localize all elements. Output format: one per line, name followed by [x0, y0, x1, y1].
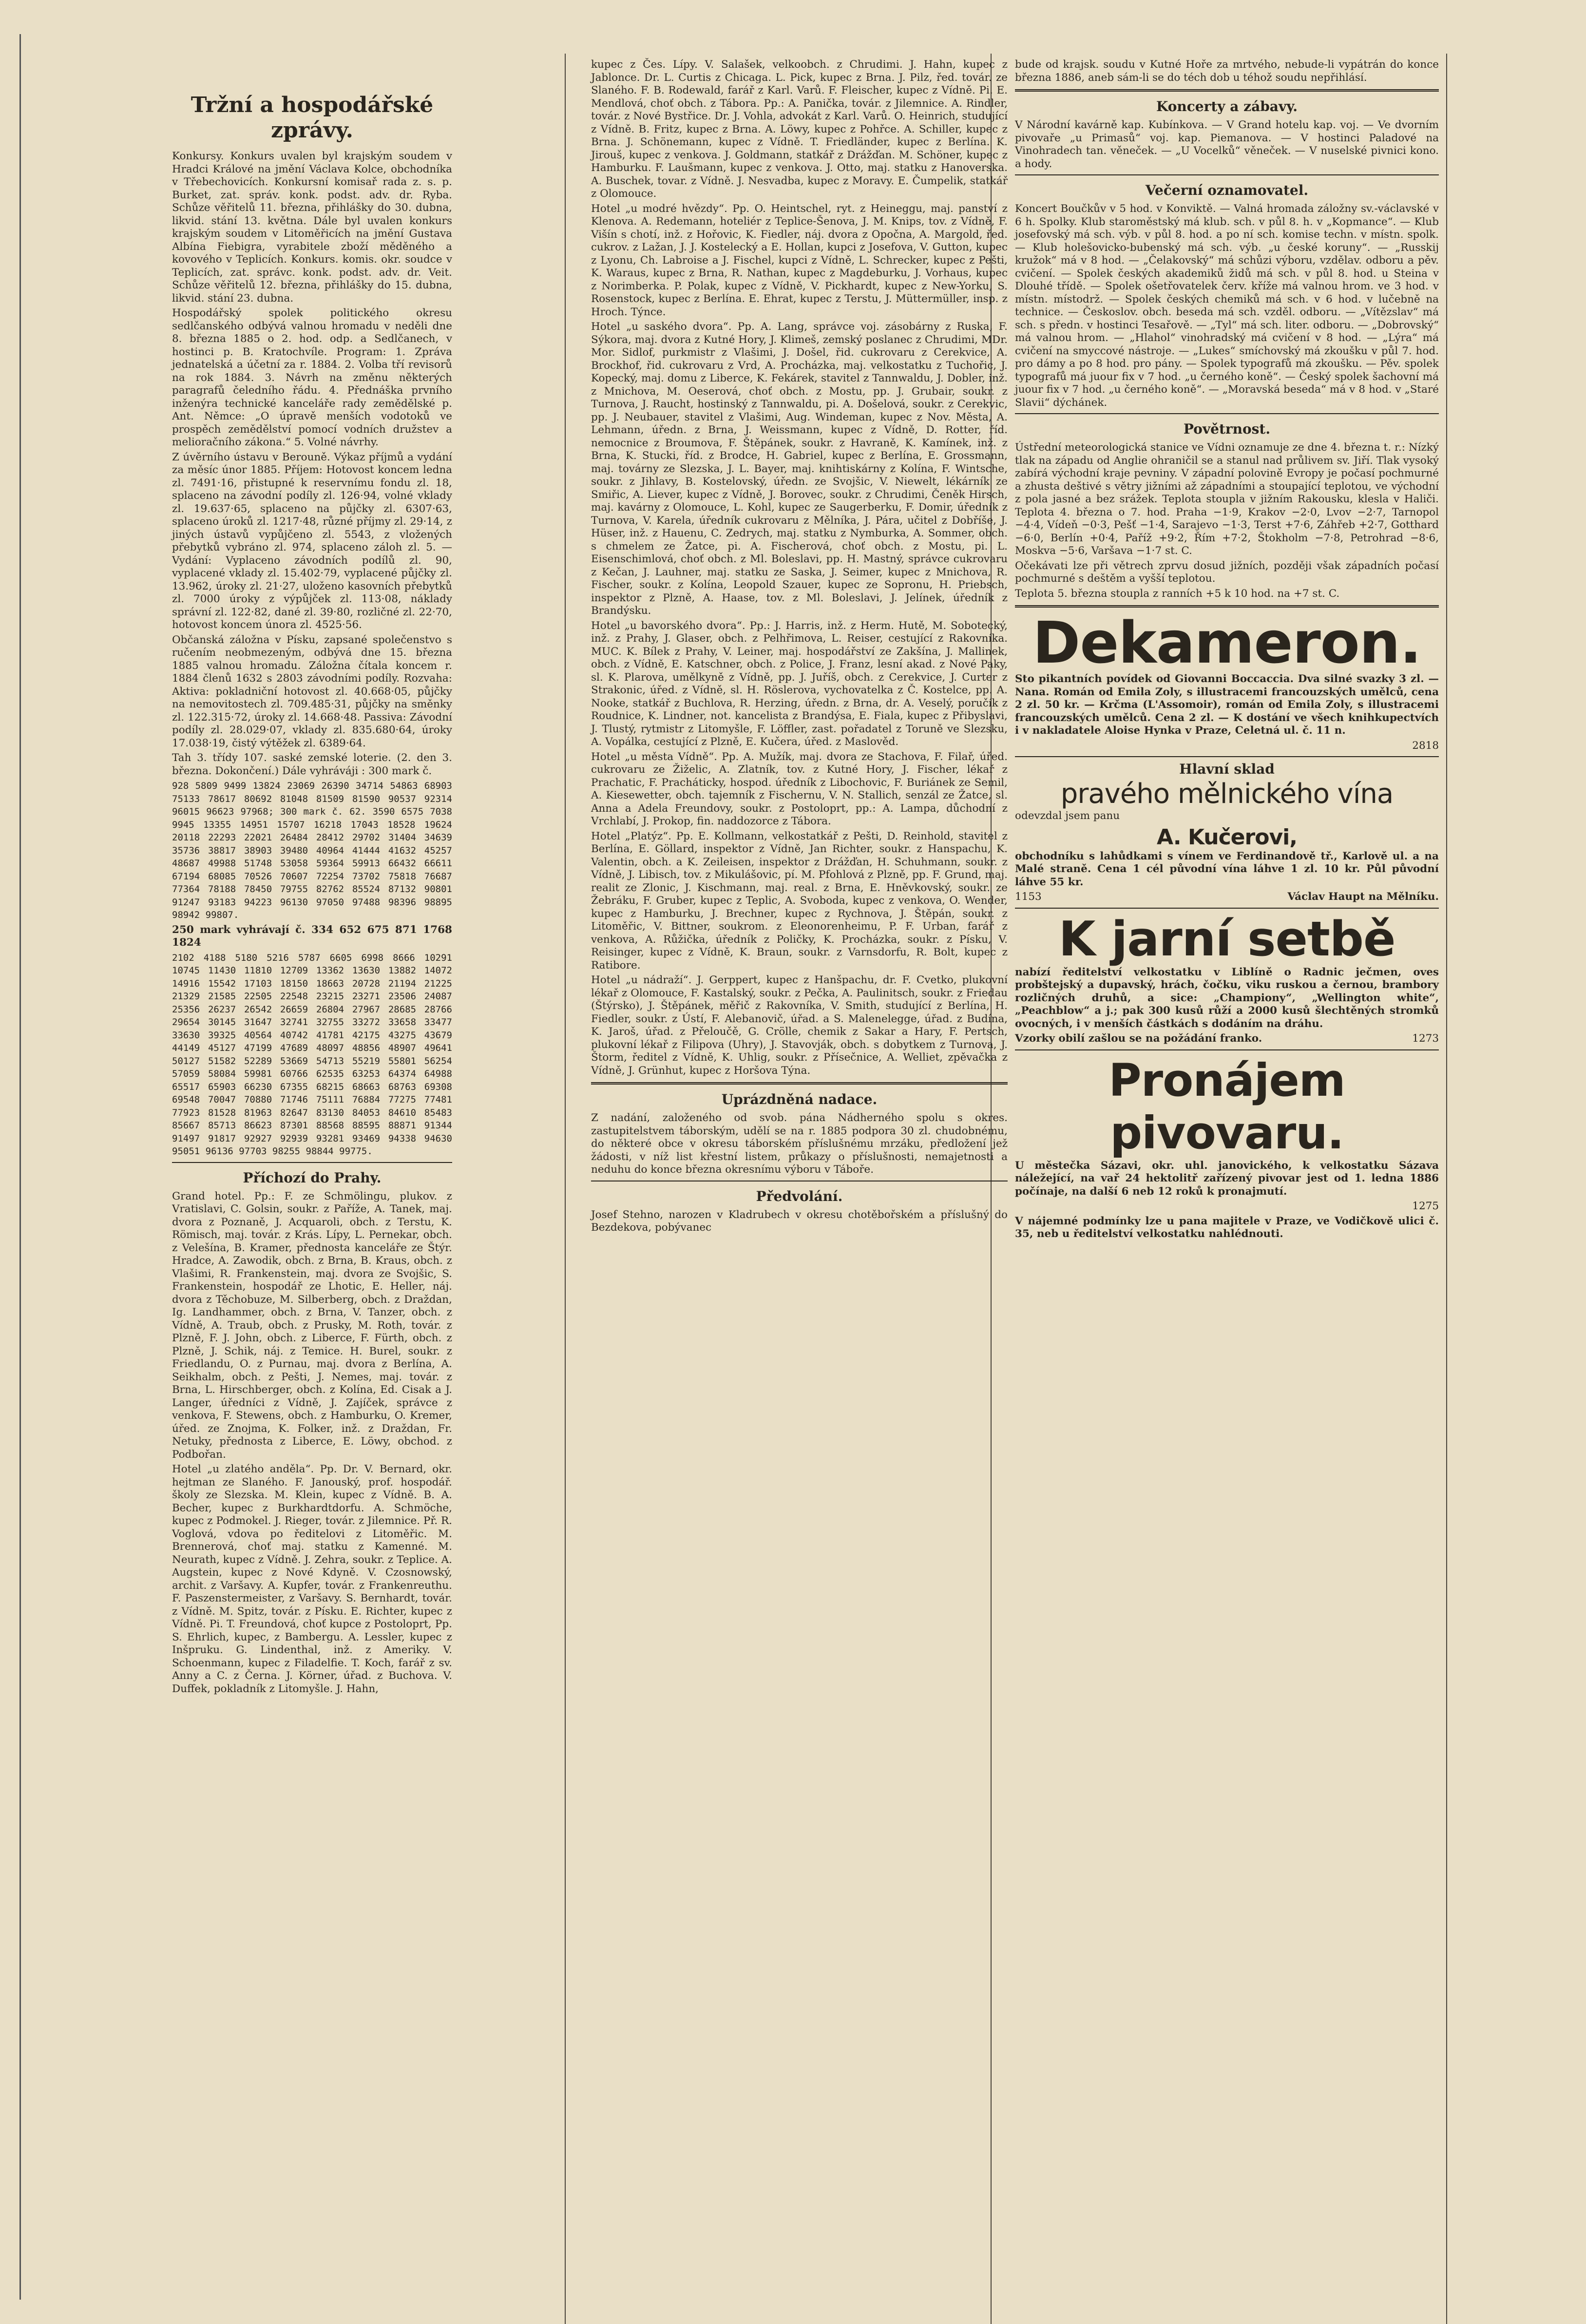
- section-title-arrivals: Příchozí do Prahy.: [243, 1169, 382, 1186]
- article-predvolani: Josef Stehno, narozen v Kladrubech v okresu chotěbořském a příslušný do Bezdekova, pobývanec: [591, 1208, 1008, 1234]
- ad-number: 1153: [1015, 891, 1042, 903]
- ad-pivovar-text: U městečka Sázavi, okr. uhl. janovického, k velkostatku Sázava náležející, na vař 24 hektolitř zařízený pivovar jest od 1. ledna 1886 počínaje, na další 6 neb 12 roků k pronajmutí.: [1015, 1159, 1439, 1198]
- divider: [591, 1082, 1008, 1085]
- divider: [1015, 908, 1439, 909]
- section-title-koncerty: Koncerty a zábavy.: [1156, 98, 1298, 114]
- arrivals-continued: kupec z Čes. Lípy. V. Salašek, velkoobch. z Chrudimi. J. Hahn, kupec z Jablonce. Dr. L. Curtis z Chicaga. L. Pick, kupec z Brna. J. Pilz, řed. továr. ze Slaného. F. B. Rodewald, farář z Karl. Varů. F. Fleischer, kupec z Vídně. Pi. E. Mendlová, choť obch. z Tábora. Pp.: A. Panička, továr. z Jilemnice. A. Rindler, továr. z Nové Bystřice. Dr. J. Vohla, advokát z Karl. Varů. O. Heinrich, studující z Vídně. B. Fritz, kupec z Brna. A. Löwy, kupec z Pohřce. A. Schiller, kupec z Brna. J. Schönemann, kupec z Vídně. T. Friedländer, kupec z Berlína. K. Jirouš, kupec z venkova. J. Goldmann, statkář z Drážďan. M. Schöner, kupec z Hamburku. F. Laušmann, kupec z venkova. J. Otto, maj. statku z Hanoverska. A. Buschek, tovar. z Vídně. J. Nesvadba, kupec z Moravy. E. Čumpelik, statkář z Olomouce.: [591, 58, 1008, 200]
- article-obcanska-zalozna: Občanská záložna v Písku, zapsané společenstvo s ručením neobmezeným, odbývá dne 15. března 1885 valnou hromadu. Záložna čítala koncem r. 1884 členů 1632 s 2803 závodními podíly. Rozvaha: Aktiva: pokladniční hotovost zl. 40.668·05, půjčky na nemovitostech zl. 709.485·31, půjčky na směnky zl. 122.315·72, úroky zl. 14.668·48. Passiva: Závodní podíly zl. 28.029·07, vklady zl. 835.680·64, úroky 17.038·19, čistý výtěžek zl. 6389·64.: [172, 633, 452, 749]
- article-ocekava: Očekávati lze při větrech zprvu dosud jižních, později však západních počasí pochmurné s deštěm a vyšší teplotou.: [1015, 559, 1439, 585]
- ad-vino-name: A. Kučerovi,: [1157, 824, 1297, 850]
- newspaper-page: [19, 34, 1570, 2300]
- ad-vino-title: Hlavní sklad: [1179, 761, 1275, 777]
- hotel-modra-hvezda: Hotel „u modré hvězdy“. Pp. O. Heintschel, ryt. z Heineggu, maj. panství z Klenova. A. Redemann, hoteliér z Teplice-Šenova, J. M. Knips, tov. z Vídně, F. Višín s chotí, inž. z Hořovic, K. Fiedler, náj. dvora z Opočna, A. Margold, řed. cukrov. z Lažan, J. J. Kostelecký a E. Hollan, kupci z Josefova, V. Gutton, kupec z Lyonu, Ch. Labroise a J. Fischel, kupci z Vídně, L. Schrecker, kupec z Pešti, K. Waraus, kupec z Brna, R. Nathan, kupec z Magdeburku, J. Vorhaus, kupec z Norimberka. P. Polak, kupec z Vídně, V. Pickhardt, kupec z New-Yorku, S. Rosenstock, kupec z Berlína. E. Ehrat, kupec z Terstu, J. Müttermüller, insp. z Hroch. Týnce.: [591, 202, 1008, 318]
- ad-pivovar-text2: V nájemné podmínky lze u pana majitele v Praze, ve Vodičkově ulici č. 35, neb u ředitelství velkostatku nahlédnouti.: [1015, 1215, 1439, 1240]
- column-3: [1015, 58, 1439, 1243]
- hotel-nadrazi: Hotel „u nádraží“. J. Gerppert, kupec z Hanšpachu, dr. F. Cvetko, plukovní lékař z Olomouce, F. Kastalský, soukr. z Pečka, A. Paulinitsch, soukr. z Friedau (Štýrsko), J. Štěpánek, měřič z Rakovníka, V. Smith, studující z Berlína, H. Fiedler, soukr. z Ústí, F. Alebanovič, úřad. a S. Malenelegge, úřad. z Budína, K. Jaroš, úřad. z Přeloučě, G. Crölle, chemik z Sakar a Hary, F. Pertsch, plukovní lékař z Filipova (Uhry), J. Stavovják, obch. s dobytkem z Turnova, J. Štorm, ředitel z Vídně, K. Uhlig, soukr. z Přísečnice, A. Welliet, zpěvačka z Vídně, J. Grünhut, kupec z Horšova Týna.: [591, 974, 1008, 1077]
- article-uverni-ustav: Z úvěrního ústavu v Berouně. Výkaz příjmů a vydání za měsíc únor 1885. Příjem: Hotovost koncem ledna zl. 7491·16, přistupné k reservnímu fondu zl. 18, splaceno na závodní podíly zl. 126·94, volné vklady zl. 19.637·65, splaceno na půjčky zl. 6307·63, splaceno úroků zl. 1217·48, různé příjmy zl. 29·14, z jiných ústavů vypůjčeno zl. 5543, z vložených přebytků vybráno zl. 974, splaceno záloh zl. 5. — Vydání: Vyplaceno závodních podílů zl. 90, vyplacené vklady zl. 15.402·79, vyplacené půjčky zl. 13.962, úroky zl. 21·27, uloženo kasovních přebytků zl. 7000 úroky z výpůjček zl. 113·08, náklady správní zl. 122·82, dané zl. 39·80, rozličné zl. 22·70, hotovost koncem února zl. 4525·56.: [172, 451, 452, 631]
- ad-dekameron: [1015, 609, 1439, 752]
- ad-setba-vzorky: Vzorky obilí zašlou se na požádání franko.: [1015, 1032, 1262, 1045]
- article-nadace: Z nadání, založeného od svob. pána Nádherného spolu s okres. zastupitelstvem táborským, udělí se na r. 1885 podpora 30 zl. chudobnému, do některé obce v okresu táborském příslušnému mrzáku, předložení jež žádosti, v níž list křestní listem, průkazy o příslušnosti, nemajetnosti a neduhu do konce března okresnímu výboru v Táboře.: [591, 1112, 1008, 1176]
- ad-vino-sub: odevzdal jsem panu: [1015, 810, 1120, 822]
- column-2: [591, 58, 1008, 1237]
- ad-dekameron-text: Sto pikantních povídek od Giovanni Boccaccia. Dva silné svazky 3 zl. — Nana. Román od Emila Zoly, s illustracemi francouzských umělců, cena 2 zl. 50 kr. — Krčma (L'Assomoir), román od Emila Zoly, s illustracemi francouzských umělců. Cena 2 zl. — K dostání ve všech knihkupectvích i v nakladatele Aloise Hynka v Praze, Celetná ul. č. 11 n.: [1015, 673, 1439, 737]
- ad-number: 1275: [1412, 1200, 1439, 1212]
- ad-setba-title: K jarní setbě: [1058, 911, 1395, 967]
- ad-setba-text: nabízí ředitelství velkostatku v Liblíně o Radnic ječmen, oves probštejský a dupavský, hrách, čočku, viku ruskou a černou, brambory rozličných druhů, a sice: „Championy“, „Wellington white“, „Peachblow“ a j.; pak 300 kusů růží a 2000 kusů šlechtěných stromků ovocných, i v menších částkách s dodáním na dráhu.: [1015, 966, 1439, 1030]
- article-konkursy: Konkursy. Konkurs uvalen byl krajským soudem v Hradci Králové na jmění Václava Kolce, obchodníka v Třebechovicích. Konkursní komisař rada z. s. p. Burket, zat. správ. konk. podst. adv. dr. Ryba. Schůze věřitelů 11. března, přihlášky do 30. dubna, likvid. stání 13. května. Dále byl uvalen konkurs krajským soudem v Litoměřicích na jmění Gustava Albína Fiebigra, vyrabitele zboží měděného a kovového v Teplicích. Konkurs. komis. okr. soudce v Teplicích, zat. správc. konk. podst. adv. dr. Veit. Schůze věřitelů 12. března, přihlášky do 15. dubna, likvid. stání 23. dubna.: [172, 150, 452, 305]
- divider: [1015, 605, 1439, 608]
- lottery-numbers-250: 2102 4188 5180 5216 5787 6605 6998 8666 10291 10745 11430 11810 12709 13362 13630 13882 14072 14916 15542 17103 18150 18663 20728 21194 21225 21329 21585 22505 22548 23215 23271 23506 24087 25356 26237 26542 26659 26804 27967 28685 28766 29654 30145 31647 32741 32755 33272 33658 33477 33630 39325 40564 40742 41781 42175 43275 43679 44149 45127 47199 47689 48097 48856 48907 49641 50127 51582 52289 53669 54713 55219 55801 56254 57059 58084 59981 60766 62535 63253 64374 64988 65517 65903 66230 67355 68215 68663 68763 69308 69548 70047 70880 71746 75111 76884 77275 77481 77923 81528 81963 82647 83130 84053 84610 85483 85667 85713 86623 87301 88568 88595 88871 91344 91497 91817 92927 92939 93281 93469 94338 94630 95051 96136 97703 98255 98844 99775.: [172, 952, 458, 1157]
- hotel-grand: Grand hotel. Pp.: F. ze Schmölingu, plukov. z Vratislavi, C. Golsin, soukr. z Paříže, A. Tanek, maj. dvora z Poznaně, J. Acquaroli, obch. z Terstu, K. Römisch, maj. továr. z Krás. Lípy, L. Pernekar, obch. z Velešína, B. Kramer, přednosta kanceláře ze Štýr. Hradce, A. Zawodik, obch. z Brna, B. Kraus, obch. z Vlašimi, R. Frankenstein, maj. dvora ze Svojšic, S. Frankenstein, hospodář ze Lhotic, E. Heller, náj. dvora z Těchobuze, M. Silberberg, obch. z Draždan, Ig. Landhammer, obch. z Brna, V. Tanzer, obch. z Vídně, A. Traub, obch. z Prusky, M. Roth, továr. z Plzně, F. J. John, obch. z Liberce, F. Fürth, obch. z Plzně, J. Schik, náj. z Temice. H. Burel, soukr. z Friedlandu, O. z Purnau, maj. dvora z Berlína, A. Seikhalm, obch. z Pešti, J. Nemes, maj. továr. z Brna, L. Hirschberger, obch. z Kolína, Ed. Cisak a J. Langer, úředníci z Vídně, J. Zajíček, správce z venkova, F. Stewens, obch. z Hamburku, O. Kremer, úřed. ze Znojma, K. Folker, inž. z Draždan, Fr. Netuky, přednosta z Liberce, E. Löwy, obchod. z Podbořan.: [172, 1190, 452, 1461]
- hotel-zlaty-andel: Hotel „u zlatého anděla“. Pp. Dr. V. Bernard, okr. hejtman ze Slaného. F. Janouský, prof. hospodář. školy ze Slezska. M. Klein, kupec z Vídně. B. A. Becher, kupec z Burkhardtdorfu. A. Schmöche, kupec z Podmokel. J. Rieger, továr. z Jilemnice. Př. R. Voglová, vdova po ředitelovi z Litoměřic. M. Brennerová, choť maj. statku z Kamenné. M. Neurath, kupec z Vídně. J. Zehra, soukr. z Teplice. A. Augstein, kupec z Nové Kdyně. V. Czosnowský, archit. z Varšavy. A. Kupfer, továr. z Frankenreuthu. F. Paszenstermeister, z Varšavy. S. Bernhardt, továr. z Vídně. M. Spitz, továr. z Písku. E. Richter, kupec z Vídně. Pi. T. Freundová, choť kupce z Postoloprt, Pp. S. Ehrlich, kupec, z Bambergu. A. Lessler, kupec z Inšpruku. G. Lindenthal, inž. z Ameriky. V. Schoenmann, kupec z Filadelfie. T. Koch, farář z sv. Anny a C. z Černa. J. Körner, úřad. z Buchova. V. Duffek, pokladník z Litomyšle. J. Hahn,: [172, 1463, 452, 1695]
- lottery-numbers-300: 928 5809 9499 13824 23069 26390 34714 54863 68903 75133 78617 80692 81048 81509 81590 90537 92314 96015 96623 97968; 300 mark č. 62. 3590 6575 7038 9945 13355 14951 15707 16218 17043 18528 19624 20118 22293 22021 26484 28412 29702 31404 34639 35736 38817 38903 39480 40964 41444 41632 45257 48687 49988 51748 53058 59364 59913 66432 66611 67194 68085 70526 70607 72254 73702 75818 76687 77364 78188 78450 79755 82762 85524 87132 90801 91247 93183 94223 96130 97050 97488 98396 98895 98942 99807.: [172, 781, 458, 920]
- predvolani-continued: bude od krajsk. soudu v Kutné Hoře za mrtvého, nebude-li vypátrán do konce března 1886, aneb sám-li se do téch dob u téhož soudu nepřihlásí.: [1015, 58, 1439, 84]
- ad-pivovar-title: Pronájem pivovaru.: [1108, 1054, 1345, 1159]
- section-title-markets: Tržní a hospodářské zprávy.: [191, 93, 434, 143]
- ad-vino: [1015, 761, 1439, 904]
- article-koncerty: V Národní kavárně kap. Kubínkova. — V Grand hotelu kap. voj. — Ve dvorním pivovaře „u Primasů“ voj. kap. Piemanova. — V hostinci Paladové na Vinohradech tan. věneček. — „U Vocelků“ věneček. — V nuselské pivnici kono. a hody.: [1015, 119, 1439, 170]
- hotel-platyz: Hotel „Platýz“. Pp. E. Kollmann, velkostatkář z Pešti, D. Reinhold, stavitel z Berlína, E. Göllard, inspektor z Vídně, Jan Richter, soukr. z Hanspachu, K. Valentin, obch. a K. Zeileisen, inspektor z Drážďan, H. Schuhmann, soukr. z Vídně, J. Libisch, tov. z Mikulášovic, pí. M. Pfohlová z Plzně, pp. F. Grund, maj. realit ze Zlonic, J. Kischmann, maj. real. z Brna, E. Hněvkovský, soukr. ze Žebráku, F. Gruber, kupec z Teplic, A. Svoboda, kupec z venkova, O. Wender, kupec z Hamburku, J. Brechner, kupec z Rychnova, J. Štěpán, soukr. z Litoměřic, V. Bittner, soukrom. z Eleonorenheimu, P. F. Urban, farář z venkova, A. Růžička, úředník z Poličky, K. Procházka, soukr. z Písku, V. Reisinger, kupec z Vídně, K. Braun, soukr. z Varnsdorfu, R. Bolt, kupec z Ratibore.: [591, 830, 1008, 972]
- article-vecerni: Koncert Boučkův v 5 hod. v Konviktě. — Valná hromada záložny sv.-václavské v 6 h. Spolky. Klub staroměstský má klub. sch. v půl 8. h. v „Kopmance“. — Klub josefovský má sch. výb. v půl 8. hod. a po ní sch. komise techn. v místn. spolk. — Klub holešovicko-bubenský má sch. výb. „u české koruny“. — „Russkij kružok“ má v 8 hod. — „Čelakovský“ má schůzi výboru, vzdělav. odboru a pěv. cvičení. — Spolek českých akademiků židů má sch. v půl 8. hod. u Steina v Dlouhé třídě. — Spolek ošetřovatelek červ. kříže má valnou hrom. ve 3 hod. v místn. místodrž. — Spolek českých chemiků má sch. v 6 hod. v lučebně na technice. — Českoslov. obch. beseda má sch. vzděl. odboru. — „Vítězslav“ má sch. s předn. v hostinci Tesařově. — „Tyl“ má sch. liter. odboru. — „Dobrovský“ má valnou hrom. — „Hlahol“ vinohradský má cvičení v 8 hod. — „Lýra“ má cvičení na smyccové nástroje. — „Lukes“ smíchovský má zkoušku v půl 7. hod. pro dámy a po 8 hod. pro pány. — Spolek typografů má zkoušku. — Pěv. spolek typografů má juour fix v 7 hod. „u černého koně“. — Český spolek šachovní má juour fix v 7 hod. „u černého koně“. — „Moravská beseda“ má v 8 hod. v „Staré Slavii“ dýchánek.: [1015, 203, 1439, 409]
- ad-vino-text: obchodníku s lahůdkami s vínem ve Ferdinandově tř., Karlově ul. a na Malé straně. Cena 1 cél původní vína láhve 1 zl. 10 kr. Půl původní láhve 55 kr.: [1015, 850, 1439, 888]
- section-title-povetrnost: Povětrnost.: [1183, 421, 1271, 437]
- column-divider: [565, 54, 566, 2324]
- divider: [1015, 1049, 1439, 1050]
- ad-setba: [1015, 913, 1439, 1046]
- ad-number: 1273: [1412, 1032, 1439, 1045]
- article-teplota: Teplota 5. března stoupla z ranních +5 k 10 hod. na +7 st. C.: [1015, 587, 1340, 600]
- hotel-bavorsky-dvur: Hotel „u bavorského dvora“. Pp.: J. Harris, inž. z Herm. Hutě, M. Sobotecký, inž. z Prahy, J. Glaser, obch. z Pelhřimova, L. Reiser, cestující z Rakovníka. MUC. K. Bílek z Prahy, V. Leiner, maj. hospodářství ze Zakšína, J. Mallinek, obch. z Vídně, E. Katschner, obch. z Police, J. Franz, lesní akad. z Nové Paky, sl. K. Plarova, umělkyně z Vídně, pp. J. Juříš, obch. z Cerekvice, J. Curter z Strakonic, úřed. z Vídně, sl. H. Röslerova, vychovatelka z Č. Kostelce, pp. A. Nooke, statkář z Buchlova, R. Herzing, úředn. z Brna, dr. A. Veselý, poručík z Roudnice, K. Lindner, not. kancelista z Brandýsa, E. Fiala, kupec z Přibyslavi, J. Tlustý, rytmistr z Litomyšle, F. Löffler, zast. pořadatel z Toruně ve Slezsku, A. Vopálka, cestující z Plzně, E. Kučera, úřed. z Maslověd.: [591, 619, 1008, 748]
- divider: [1015, 756, 1439, 757]
- column-1: [172, 93, 458, 1697]
- ad-pivovar: [1015, 1054, 1439, 1241]
- section-title-nadace: Uprázdněná nadace.: [721, 1091, 878, 1107]
- article-hospodarsky-spolek: Hospodářský spolek politického okresu sedlčanského odbývá valnou hromadu v neděli dne 8. března 1885 o 2. hod. odp. a Sedlčanech, v hostinci p. B. Kratochvíle. Program: 1. Zpráva jednatelská a účetní za r. 1884. 2. Volba tří revisorů na rok 1884. 3. Návrh na změnu některých paragrafů čeledního řádu. 4. Přednáška prvního inženýra technické kanceláře rady zemědělské p. Ant. Němce: „O úpravě menších vodotoků ve prospěch zemědělství pomocí vodních družstev a melioračního zákona.“ 5. Volné návrhy.: [172, 307, 452, 448]
- divider: [172, 1162, 452, 1163]
- ad-number: 2818: [1412, 739, 1439, 752]
- ad-vino-headline: pravého mělnického vína: [1060, 778, 1394, 810]
- article-povetrnost: Ústřední meteorologická stanice ve Vídni oznamuje ze dne 4. března t. r.: Nízký tlak na západu od Anglie ohraničil se a stanul nad průlivem sv. Jiří. Tlak vysoký zabírá východní kraje pevniny. V západní polovině Evropy je počasí pochmurné a zhusta deštivé s větry jižními až západními a stoupající teplotou, ve východní z pola jasné a bez srážek. Teplota stoupla v jižním Rakousku, klesla v Haliči. Teplota 4. března o 7. hod. Praha −1·9, Krakov −2·0, Lvov −2·7, Tarnopol −4·4, Vídeň −0·3, Pešť −1·4, Sarajevo −1·3, Terst +7·6, Záhřeb +2·7, Gotthard −6·0, Berlín +0·4, Paříž +9·2, Řím +7·2, Štokholm −7·8, Petrohrad −8·6, Moskva −5·6, Varšava −1·7 st. C.: [1015, 441, 1439, 557]
- divider: [1015, 174, 1439, 175]
- column-divider: [1446, 54, 1447, 2324]
- lottery-heading-250: 250 mark vyhrávají č. 334 652 675 871 1768 1824: [172, 923, 452, 949]
- divider: [1015, 89, 1439, 92]
- lottery-heading: Tah 3. třídy 107. saské zemské loterie. (2. den 3. března. Dokončení.) Dále vyhráváji : 300 mark č.: [172, 752, 452, 777]
- hotel-sasky-dvur: Hotel „u saského dvora“. Pp. A. Lang, správce voj. zásobárny z Ruska, F. Sýkora, maj. dvora z Kutné Hory, J. Klimeš, zemský poslanec z Chrudimi, MDr. Mor. Sidlof, purkmistr z Vlašimi, J. Došel, řid. cukrovaru z Cerekvice, A. Brockhof, řid. cukrovaru z Vrd, A. Procházka, maj. velkostatku z Tuchořic, J. Kopecký, maj. domu z Liberce, K. Fekárek, stavitel z Tannwaldu, J. Dobler, inž. z Mnichova, M. Oeserová, choť obch. z Mostu, pp. J. Grubair, soukr. z Turnova, J. Raucht, hostinský z Tannwaldu, pi. A. Došelová, soukr. z Cerekvic, pp. J. Neubauer, stavitel z Vlašimi, Aug. Windeman, kupec z Nov. Města, A. Lehmann, úředn. z Brna, J. Weissmann, kupec z Vídně, D. Rotter, říd. nemocnice z Broumova, F. Štěpánek, soukr. z Havraně, K. Kamínek, inž. z Brna, K. Stucki, říd. z Brodce, H. Gabriel, kupec z Berlína, E. Grossmann, maj. továrny ze Slezska, J. L. Bayer, maj. knihtiskárny z Kolína, F. Wintsche, soukr. z Jihlavy, B. Kostelovský, úředn. ze Svojšic, V. Niewelt, lékárník ze Smiřic, A. Liever, kupec z Vídně, J. Borovec, soukr. z Chrudimi, Čeněk Hirsch, maj. kavárny z Olomouce, L. Kohl, kupec ze Saugerberku, F. Domir, úředník z Turnova, V. Karela, úředník cukrovaru z Mělníka, J. Pára, učitel z Dobříše, J. Hüser, inž. z Hauenu, C. Zedrych, maj. statku z Nymburka, A. Sommer, obch. s chmelem ze Žatce, pi. A. Fischerová, choť obch. z Mostu, pi. L. Eisenschimlová, choť obch. z Ml. Boleslavi, pp. H. Mastný, správce cukrovaru z Kečan, J. Lauhner, maj. statku ze Saska, J. Seimer, kupec z Mnichova, R. Fischer, soukr. z Kolína, Leopold Szauer, kupec ze Sopronu, H. Priebsch, inspektor z Plzně, A. Haase, tov. z Ml. Boleslavi, J. Jelínek, úředník z Brandýsku.: [591, 321, 1008, 617]
- section-title-vecerni: Večerní oznamovatel.: [1145, 182, 1309, 198]
- section-title-predvolani: Předvolání.: [756, 1188, 843, 1204]
- hotel-mesto-viden: Hotel „u města Vídně“. Pp. A. Mužík, maj. dvora ze Stachova, F. Filař, úřed. cukrovaru ze Žiželic, A. Zlatník, tov. z Kutné Hory, J. Fischer, lékař z Prachatic, F. Pracháticky, hospod. úředník z Libochovic, F. Buriánek ze Semil, A. Kiesewetter, obch. tajemník z Fischernu, V. N. Stallich, senzál ze Žatce, sl. Anna a Adela Freundovy, soukr. z Postoloprt, pp.: A. Lampa, důchodní z Vrchlabí, J. Prokop, fin. naddozorce z Tábora.: [591, 750, 1008, 827]
- divider: [1015, 413, 1439, 414]
- ad-dekameron-title: Dekameron.: [1032, 609, 1421, 676]
- ad-vino-signature: Václav Haupt na Mělníku.: [1287, 891, 1439, 903]
